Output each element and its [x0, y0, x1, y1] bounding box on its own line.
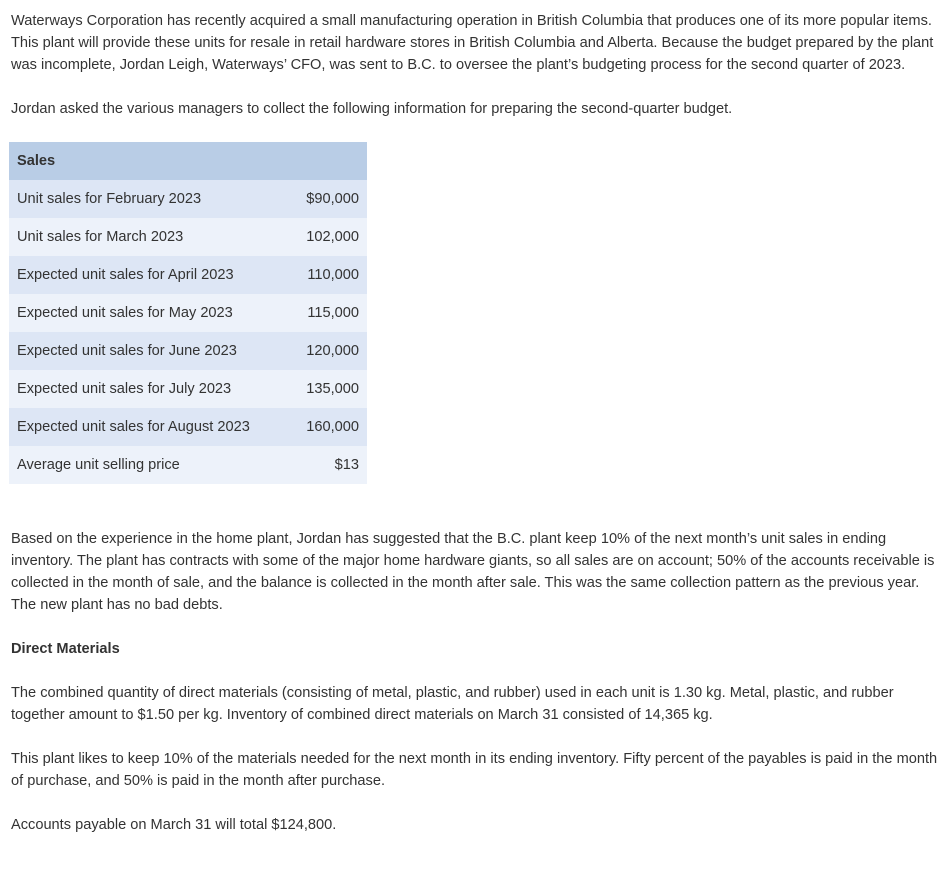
row-label: Average unit selling price	[9, 446, 281, 484]
row-value: $90,000	[281, 180, 367, 218]
table-row	[9, 446, 367, 484]
materials-policy-paragraph: This plant likes to keep 10% of the materials needed for the next month in its ending inventory. Fifty percent of the payables is paid in the month of purchase, and 50% is paid in the month after purchase.	[11, 751, 938, 789]
intro-paragraph: Waterways Corporation has recently acquired a small manufacturing operation in British Columbia that produces one of its more popular items. This plant will provide these units for resale in retail hardware stores in British Columbia and Alberta. Because the budget prepared by the plant was incomplete, Jordan Leigh, Waterways’ CFO, was sent to B.C. to oversee the plant’s budgeting process for the second quarter of 2023.	[11, 13, 934, 73]
table-row	[9, 294, 367, 332]
row-value: 110,000	[281, 256, 367, 294]
row-value: 102,000	[281, 218, 367, 256]
row-value: $13	[281, 446, 367, 484]
table-row	[9, 370, 367, 408]
table-row	[9, 180, 367, 218]
row-value: 160,000	[281, 408, 367, 446]
row-label: Expected unit sales for June 2023	[9, 332, 281, 370]
row-label: Unit sales for February 2023	[9, 180, 281, 218]
table-row	[9, 256, 367, 294]
materials-info-paragraph: The combined quantity of direct materials (consisting of metal, plastic, and rubber) used in each unit is 1.30 kg. Metal, plastic, and rubber together amount to $1.50 per kg. Inventory of combined direct materials on March 31 consisted of 14,365 kg.	[11, 685, 894, 723]
row-label: Expected unit sales for April 2023	[9, 256, 281, 294]
row-value: 120,000	[281, 332, 367, 370]
row-label: Expected unit sales for July 2023	[9, 370, 281, 408]
row-label: Expected unit sales for May 2023	[9, 294, 281, 332]
row-label: Expected unit sales for August 2023	[9, 408, 281, 446]
accounts-payable-paragraph: Accounts payable on March 31 will total $124,800.	[11, 817, 337, 833]
table-row	[9, 332, 367, 370]
inventory-policy-paragraph: Based on the experience in the home plant, Jordan has suggested that the B.C. plant keep 10% of the next month’s unit sales in ending inventory. The plant has contracts with some of the major home hardware giants, so all sales are on account; 50% of the accounts receivable is collected in the month of sale, and the balance is collected in the month after sale. This was the same collection pattern as the previous year. The new plant has no bad debts.	[11, 531, 935, 613]
sales-table-header: Sales	[9, 142, 367, 180]
table-row	[9, 408, 367, 446]
row-value: 115,000	[281, 294, 367, 332]
sales-table	[9, 142, 367, 484]
request-paragraph: Jordan asked the various managers to collect the following information for preparing the second-quarter budget.	[11, 101, 733, 117]
table-row	[9, 218, 367, 256]
row-label: Unit sales for March 2023	[9, 218, 281, 256]
row-value: 135,000	[281, 370, 367, 408]
sales-table-header-row	[9, 142, 367, 180]
direct-materials-heading: Direct Materials	[11, 641, 120, 657]
